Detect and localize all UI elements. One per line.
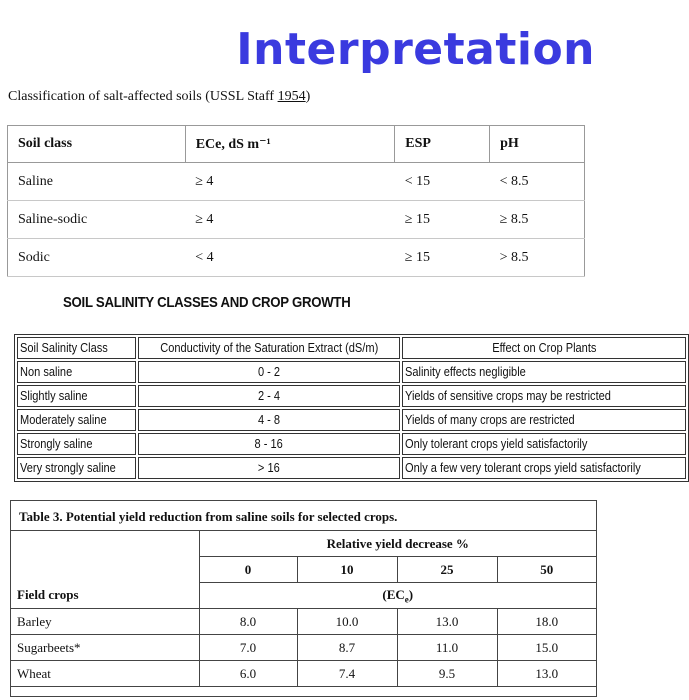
group-header: Relative yield decrease % [199, 531, 596, 557]
level-header: 50 [497, 557, 596, 583]
empty-cell [11, 531, 199, 557]
table-header-row [17, 337, 686, 359]
table-row [11, 661, 596, 687]
table1-caption [8, 89, 310, 105]
salt-affected-soils-table [7, 125, 585, 277]
effect-cell: Yields of sensitive crops may be restricted [402, 385, 685, 407]
class-cell: Very strongly saline [17, 457, 136, 479]
conductivity-cell: > 16 [138, 457, 401, 479]
table-row [17, 409, 686, 431]
value-cell: 18.0 [497, 609, 596, 635]
header-effect: Effect on Crop Plants [402, 337, 685, 359]
conductivity-cell: 4 - 8 [138, 409, 401, 431]
row-label-header: Field crops [11, 583, 199, 609]
value-cell: 7.4 [297, 661, 397, 687]
level-header: 10 [297, 557, 397, 583]
value-cell: 7.0 [199, 635, 297, 661]
table-header-row [11, 531, 596, 557]
conductivity-cell: 2 - 4 [138, 385, 401, 407]
level-header: 0 [199, 557, 297, 583]
level-header: 25 [397, 557, 497, 583]
table-header-row [11, 557, 596, 583]
crop-cell: Wheat [11, 661, 199, 687]
table-row [17, 433, 686, 455]
table-row [11, 635, 596, 661]
caption-text: Classification of salt-affected soils (USSL Staff [8, 89, 278, 104]
table3-caption: Table 3. Potential yield reduction from saline soils for selected crops. [19, 509, 398, 524]
header-conductivity: Conductivity of the Saturation Extract (dS/m) [138, 337, 401, 359]
unit-header: $(EC_e)$ [199, 583, 596, 609]
value-cell: 10.0 [297, 609, 397, 635]
effect-cell: Only a few very tolerant crops yield satisfactorily [402, 457, 685, 479]
ece-cell: ≥ 4 [185, 201, 395, 239]
soil-class-cell: Sodic [8, 239, 186, 277]
soil-class-cell: Saline [8, 163, 186, 201]
class-cell: Non saline [17, 361, 136, 383]
table-header-row [8, 126, 585, 163]
value-cell: 11.0 [397, 635, 497, 661]
value-cell: 6.0 [199, 661, 297, 687]
salinity-classes-table [14, 334, 689, 482]
header-salinity-class: Soil Salinity Class [17, 337, 136, 359]
effect-cell: Only tolerant crops yield satisfactorily [402, 433, 685, 455]
table-row [11, 609, 596, 635]
table-row [17, 361, 686, 383]
header-ece: ECe, dS m⁻¹ [185, 126, 395, 163]
header-ph: pH [490, 126, 585, 163]
value-cell: 13.0 [497, 661, 596, 687]
header-soil-class: Soil class [8, 126, 186, 163]
value-cell: 8.7 [297, 635, 397, 661]
table-row [17, 457, 686, 479]
esp-cell: < 15 [395, 163, 490, 201]
page-heading: Interpretation [236, 24, 595, 75]
ece-cell: ≥ 4 [185, 163, 395, 201]
value-cell: 13.0 [397, 609, 497, 635]
table-row [8, 201, 585, 239]
ph-cell: ≥ 8.5 [490, 201, 585, 239]
effect-cell: Yields of many crops are restricted [402, 409, 685, 431]
crop-cell: Barley [11, 609, 199, 635]
yield-reduction-table [11, 530, 596, 687]
esp-cell: ≥ 15 [395, 201, 490, 239]
value-cell: 8.0 [199, 609, 297, 635]
table-row [17, 385, 686, 407]
caption-close: ) [305, 89, 311, 104]
ece-cell: < 4 [185, 239, 395, 277]
conductivity-cell: 0 - 2 [138, 361, 401, 383]
value-cell: 15.0 [497, 635, 596, 661]
yield-reduction-panel [10, 500, 597, 697]
soil-class-cell: Saline-sodic [8, 201, 186, 239]
class-cell: Strongly saline [17, 433, 136, 455]
crop-cell: Sugarbeets* [11, 635, 199, 661]
table-header-row [11, 583, 596, 609]
esp-cell: ≥ 15 [395, 239, 490, 277]
ph-cell: > 8.5 [490, 239, 585, 277]
ph-cell: < 8.5 [490, 163, 585, 201]
class-cell: Slightly saline [17, 385, 136, 407]
value-cell: 9.5 [397, 661, 497, 687]
effect-cell: Salinity effects negligible [402, 361, 685, 383]
caption-year-link[interactable]: 1954 [277, 89, 306, 104]
class-cell: Moderately saline [17, 409, 136, 431]
conductivity-cell: 8 - 16 [138, 433, 401, 455]
header-esp: ESP [395, 126, 490, 163]
salinity-classes-title: SOIL SALINITY CLASSES AND CROP GROWTH [63, 294, 351, 311]
table-row [8, 163, 585, 201]
table-row [8, 239, 585, 277]
empty-cell [11, 557, 199, 583]
